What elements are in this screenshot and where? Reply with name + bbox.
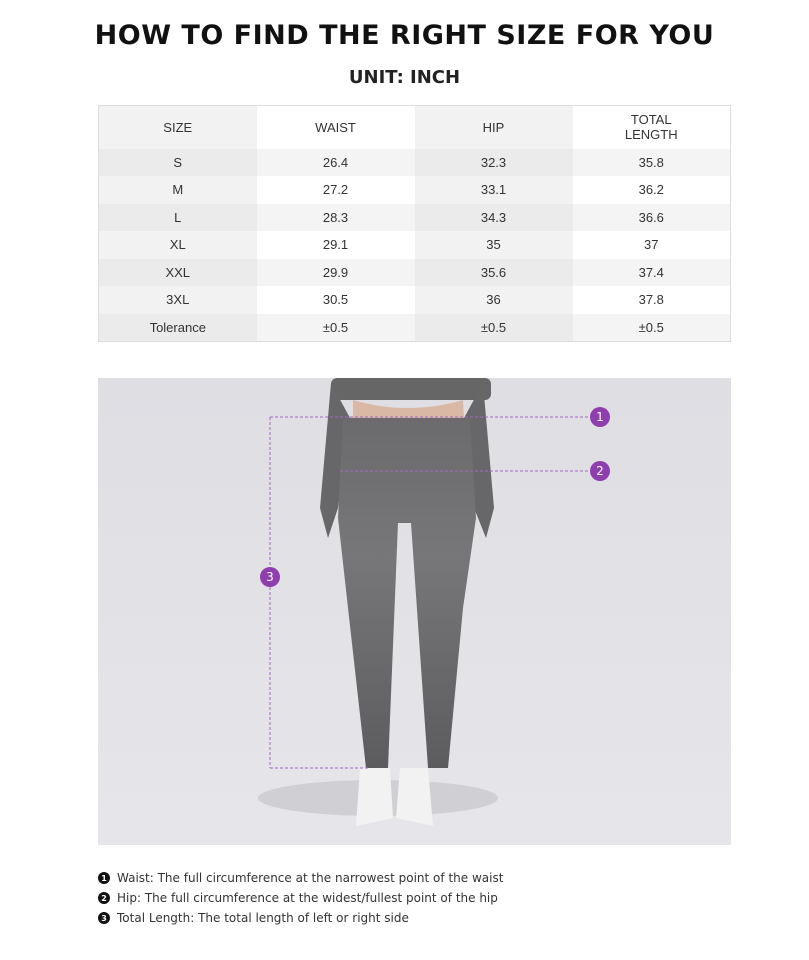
- table-cell: XL: [99, 231, 257, 259]
- header-waist: WAIST: [315, 119, 356, 135]
- table-cell: 35: [415, 231, 573, 259]
- legend-text: Total Length: The total length of left or right side: [117, 911, 409, 925]
- legend-item: [98, 908, 503, 928]
- header-total-length: TOTAL LENGTH: [624, 112, 678, 143]
- model-photo: [98, 378, 731, 845]
- legend-text: Hip: The full circumference at the widest/fullest point of the hip: [117, 891, 498, 905]
- table-cell: 29.1: [322, 237, 349, 253]
- header-size: SIZE: [99, 106, 257, 149]
- table-cell: ±0.5: [573, 314, 731, 342]
- table-row: [99, 286, 731, 314]
- table-cell: S: [99, 149, 257, 177]
- table-row: [99, 149, 731, 177]
- table-row: [99, 259, 731, 287]
- table-cell: M: [99, 176, 257, 204]
- measurement-legend: [98, 868, 503, 928]
- table-header-row: [99, 106, 731, 149]
- table-cell: 35.6: [415, 259, 573, 287]
- page-title: HOW TO FIND THE RIGHT SIZE FOR YOU: [94, 20, 715, 51]
- table-cell: 35.8: [573, 149, 731, 177]
- table-cell: ±0.5: [415, 314, 573, 342]
- number-1-icon: 1: [98, 872, 110, 884]
- number-2-icon: 2: [98, 892, 110, 904]
- legend-item: [98, 868, 503, 888]
- marker-total-length: 3: [260, 567, 280, 587]
- legend-text: Waist: The full circumference at the narrowest point of the waist: [117, 871, 504, 885]
- table-cell: L: [99, 204, 257, 232]
- leggings-figure: [98, 378, 731, 845]
- table-cell: 36: [415, 286, 573, 314]
- header-hip: HIP: [415, 106, 573, 149]
- table-cell: 36.2: [638, 182, 664, 198]
- table-row: [99, 204, 731, 232]
- table-row: [99, 176, 731, 204]
- table-cell: 32.3: [415, 149, 573, 177]
- table-cell: 36.6: [573, 204, 731, 232]
- number-3-icon: 3: [98, 912, 110, 924]
- table-cell: 33.1: [415, 176, 573, 204]
- table-cell: 3XL: [99, 286, 257, 314]
- table-cell: ±0.5: [257, 314, 415, 342]
- table-row: [99, 231, 731, 259]
- marker-waist: 1: [590, 407, 610, 427]
- table-cell: 30.5: [322, 292, 349, 308]
- marker-hip: 2: [590, 461, 610, 481]
- table-cell: 37.4: [573, 259, 731, 287]
- table-cell: XXL: [99, 259, 257, 287]
- unit-label: UNIT: INCH: [348, 67, 461, 88]
- table-cell: 34.3: [415, 204, 573, 232]
- table-row: [99, 314, 731, 342]
- table-cell: 26.4: [257, 149, 415, 177]
- legend-item: [98, 888, 503, 908]
- table-cell: 29.9: [257, 259, 415, 287]
- table-cell: 28.3: [257, 204, 415, 232]
- table-cell: Tolerance: [99, 314, 257, 342]
- table-cell: 27.2: [322, 182, 349, 198]
- table-cell: 37.8: [638, 292, 664, 308]
- size-table: [98, 105, 731, 342]
- table-cell: 37: [644, 237, 659, 253]
